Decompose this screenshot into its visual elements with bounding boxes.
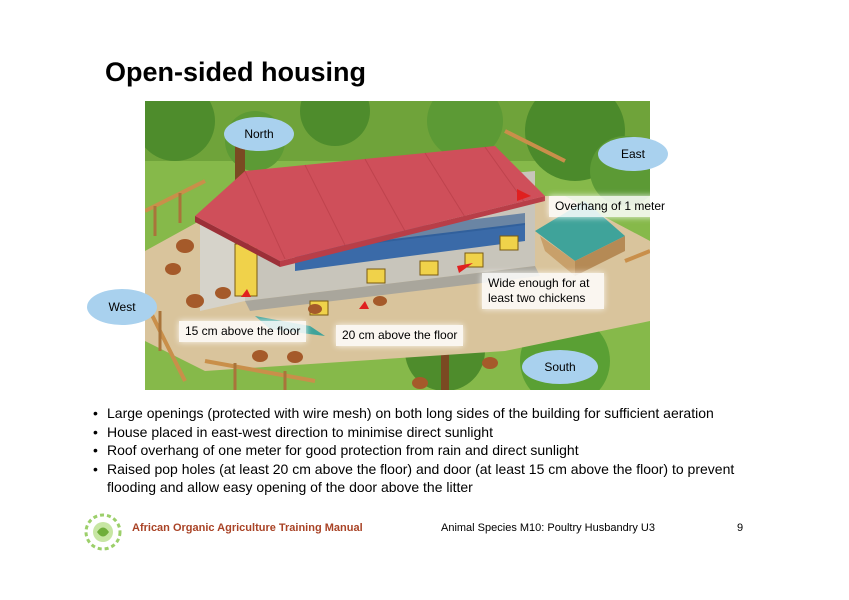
bullet-item: • Large openings (protected with wire mesh) on both long sides of the building for sufficient aeration bbox=[88, 404, 768, 423]
bullet-item: • Raised pop holes (at least 20 cm above the floor) and door (at least 15 cm above the floor) to prevent flooding and allow easy opening of the door above the litter bbox=[88, 460, 768, 497]
organization-logo-icon bbox=[84, 513, 122, 551]
west-label: West bbox=[87, 289, 157, 325]
bullet-item: • House placed in east-west direction to minimise direct sunlight bbox=[88, 423, 768, 442]
poultry-house-illustration bbox=[145, 101, 650, 390]
page-number: 9 bbox=[737, 522, 744, 534]
slide-title: Open-sided housing bbox=[105, 57, 366, 87]
door-height-callout: 15 cm above the floor bbox=[179, 321, 306, 342]
bullet-list bbox=[88, 404, 768, 497]
footer-organization: African Organic Agriculture Training Manual bbox=[132, 522, 363, 534]
bullet-item: • Roof overhang of one meter for good protection from rain and direct sunlight bbox=[88, 441, 768, 460]
east-label: East bbox=[598, 137, 668, 171]
pophole-height-callout: 20 cm above the floor bbox=[336, 325, 463, 346]
overhang-callout: Overhang of 1 meter bbox=[549, 196, 671, 217]
wide-enough-callout: Wide enough for at least two chickens bbox=[482, 273, 604, 309]
footer-module: Animal Species M10: Poultry Husbandry U3 bbox=[441, 522, 655, 534]
north-label: North bbox=[224, 117, 294, 151]
south-label: South bbox=[522, 350, 598, 384]
